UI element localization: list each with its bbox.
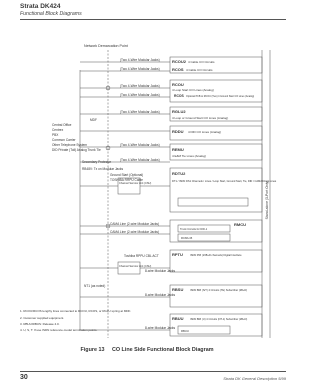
footer-rule xyxy=(20,371,286,372)
box-desc: 4 DID CO Lines (Analog) xyxy=(188,130,222,134)
loop-type: Central Office xyxy=(52,123,72,127)
box-desc: ISDN PRI (23B+D channels) Digital Interface xyxy=(190,254,242,257)
box-name: RBUU xyxy=(172,316,184,321)
note: 3. RBUU/RBUS: Release 4.0. xyxy=(20,322,60,326)
sub-box: RCMU-B xyxy=(181,236,193,240)
box-name: RDTU2 xyxy=(172,171,186,176)
box-name: RCOS xyxy=(174,94,184,98)
line-label: CAMA Line (2-wire Modular Jacks) xyxy=(110,230,160,234)
sub-box: RBUU xyxy=(181,329,189,333)
loop-type: Common Carrier xyxy=(52,138,76,142)
csu-label: Channel Service Unit (CSU) xyxy=(119,182,152,185)
line-label: 8-wire Modular Jacks xyxy=(145,269,176,273)
toshiba-rpt: Toshiba RPPU CBL ACT xyxy=(124,254,159,258)
figure-number: Figure 13 xyxy=(80,347,105,353)
box-name: RCOU xyxy=(172,82,184,87)
side-label: Stand-alone (3-Port Only) xyxy=(265,180,269,220)
box-desc: Optional PCB to RCOU (Two) 4 Ground Start CO Lines (Analog) xyxy=(186,95,255,98)
box-name: REMU xyxy=(172,147,184,152)
line-label: (Two 4-Wire Modular Jacks) xyxy=(120,110,160,114)
box-name: RGLU2 xyxy=(172,109,186,114)
box-desc: 4 Loop or Ground Start CO Lines (Analog) xyxy=(172,116,229,120)
unit-boxes xyxy=(172,59,277,333)
loop-type: Other Telephone System xyxy=(52,143,88,147)
box-name: RCOS xyxy=(172,67,184,72)
box-name: RBSU xyxy=(172,287,184,292)
line-label: (Two 4-Wire Modular Jacks) xyxy=(120,58,160,62)
line-label: (Two 4-Wire Modular Jacks) xyxy=(120,93,160,97)
figure-caption xyxy=(0,347,300,353)
box-name: RMCU xyxy=(234,222,246,227)
box-desc: Trunk Circuits for DID-1 xyxy=(180,228,208,231)
ndp-label: Network Demarcation Point xyxy=(84,44,128,48)
notes xyxy=(20,309,131,332)
box-desc: ISDN BRI (U) 4 Circuits (NT-1) Subscriber (2B+D) xyxy=(190,318,248,321)
ground-start-note: Ground Start (Optional) xyxy=(110,173,144,177)
note: 2. Customer supplied equipment. xyxy=(20,316,65,320)
box-name: RDDU xyxy=(172,129,184,134)
mdf-label: MDF xyxy=(90,118,97,122)
ground-start-note-2: TOSHIBA RRPU Cable xyxy=(110,178,143,182)
box-desc: 4 Cable CO Circuits xyxy=(188,60,215,64)
line-label: (Two 4-Wire Modular Jacks) xyxy=(120,67,160,71)
loop-type: DID Private (Toll) Analog Trunk Tie xyxy=(52,148,101,152)
box-desc: 4 Loop Start CO Lines (Analog) xyxy=(172,88,214,92)
line-label: CAMA Line (2-wire Modular Jacks) xyxy=(110,222,160,226)
box-desc: 4 E&M Tie Lines (Analog) xyxy=(172,154,207,158)
secondary-protector: Secondary Protector xyxy=(82,160,112,164)
page-number: 30 xyxy=(20,374,28,381)
line-label: 8-wire Modular Jacks xyxy=(145,326,176,330)
header-title: Strata DK424 xyxy=(20,3,61,10)
box-name: RPTU xyxy=(172,252,183,257)
box-desc: DT1 / ISDN DS1 Channels / Lines / Loop Start, Ground Start, Tie, DID / CAMA Direct Lines xyxy=(172,180,277,183)
loop-type: Centrex xyxy=(52,128,64,132)
line-label: (Two 4-Wire Modular Jacks) xyxy=(120,143,160,147)
line-label: (Two 4-Wire Modular Jacks) xyxy=(120,84,160,88)
box-desc: ISDN BRI (S/T) 4 Circuits (TE) Subscriber (2B+D) xyxy=(190,289,248,292)
csu-label-2: Channel Service Unit (CSU) xyxy=(119,265,152,268)
line-label: (Two 4-Wire Modular Jacks) xyxy=(120,158,160,162)
note: 4. U, S, T: If use ISDN reference-model termination points. xyxy=(20,328,98,332)
footer-text: Strata DK General Description 5/99 xyxy=(223,376,286,381)
figure-text: CO Line Side Functional Block Diagram xyxy=(111,347,214,353)
nt1-label: NT1 (as noted) xyxy=(84,284,106,288)
line-label: 8-wire Modular Jacks xyxy=(145,293,176,297)
header-subtitle: Functional Block Diagrams xyxy=(20,11,82,17)
rb48v-label: RB48V: Tx on Modular Jacks xyxy=(82,167,124,171)
box-desc: 4 Cable CO Circuits xyxy=(186,68,213,72)
box-name: RCOU2 xyxy=(172,59,187,64)
loop-type: PBX xyxy=(52,133,59,137)
loop-types-list xyxy=(52,123,101,152)
note: 1. RCOU/RCOS lengthy lines connected to RCOU, RCOS, or RGLU spring at MDF. xyxy=(20,309,131,313)
